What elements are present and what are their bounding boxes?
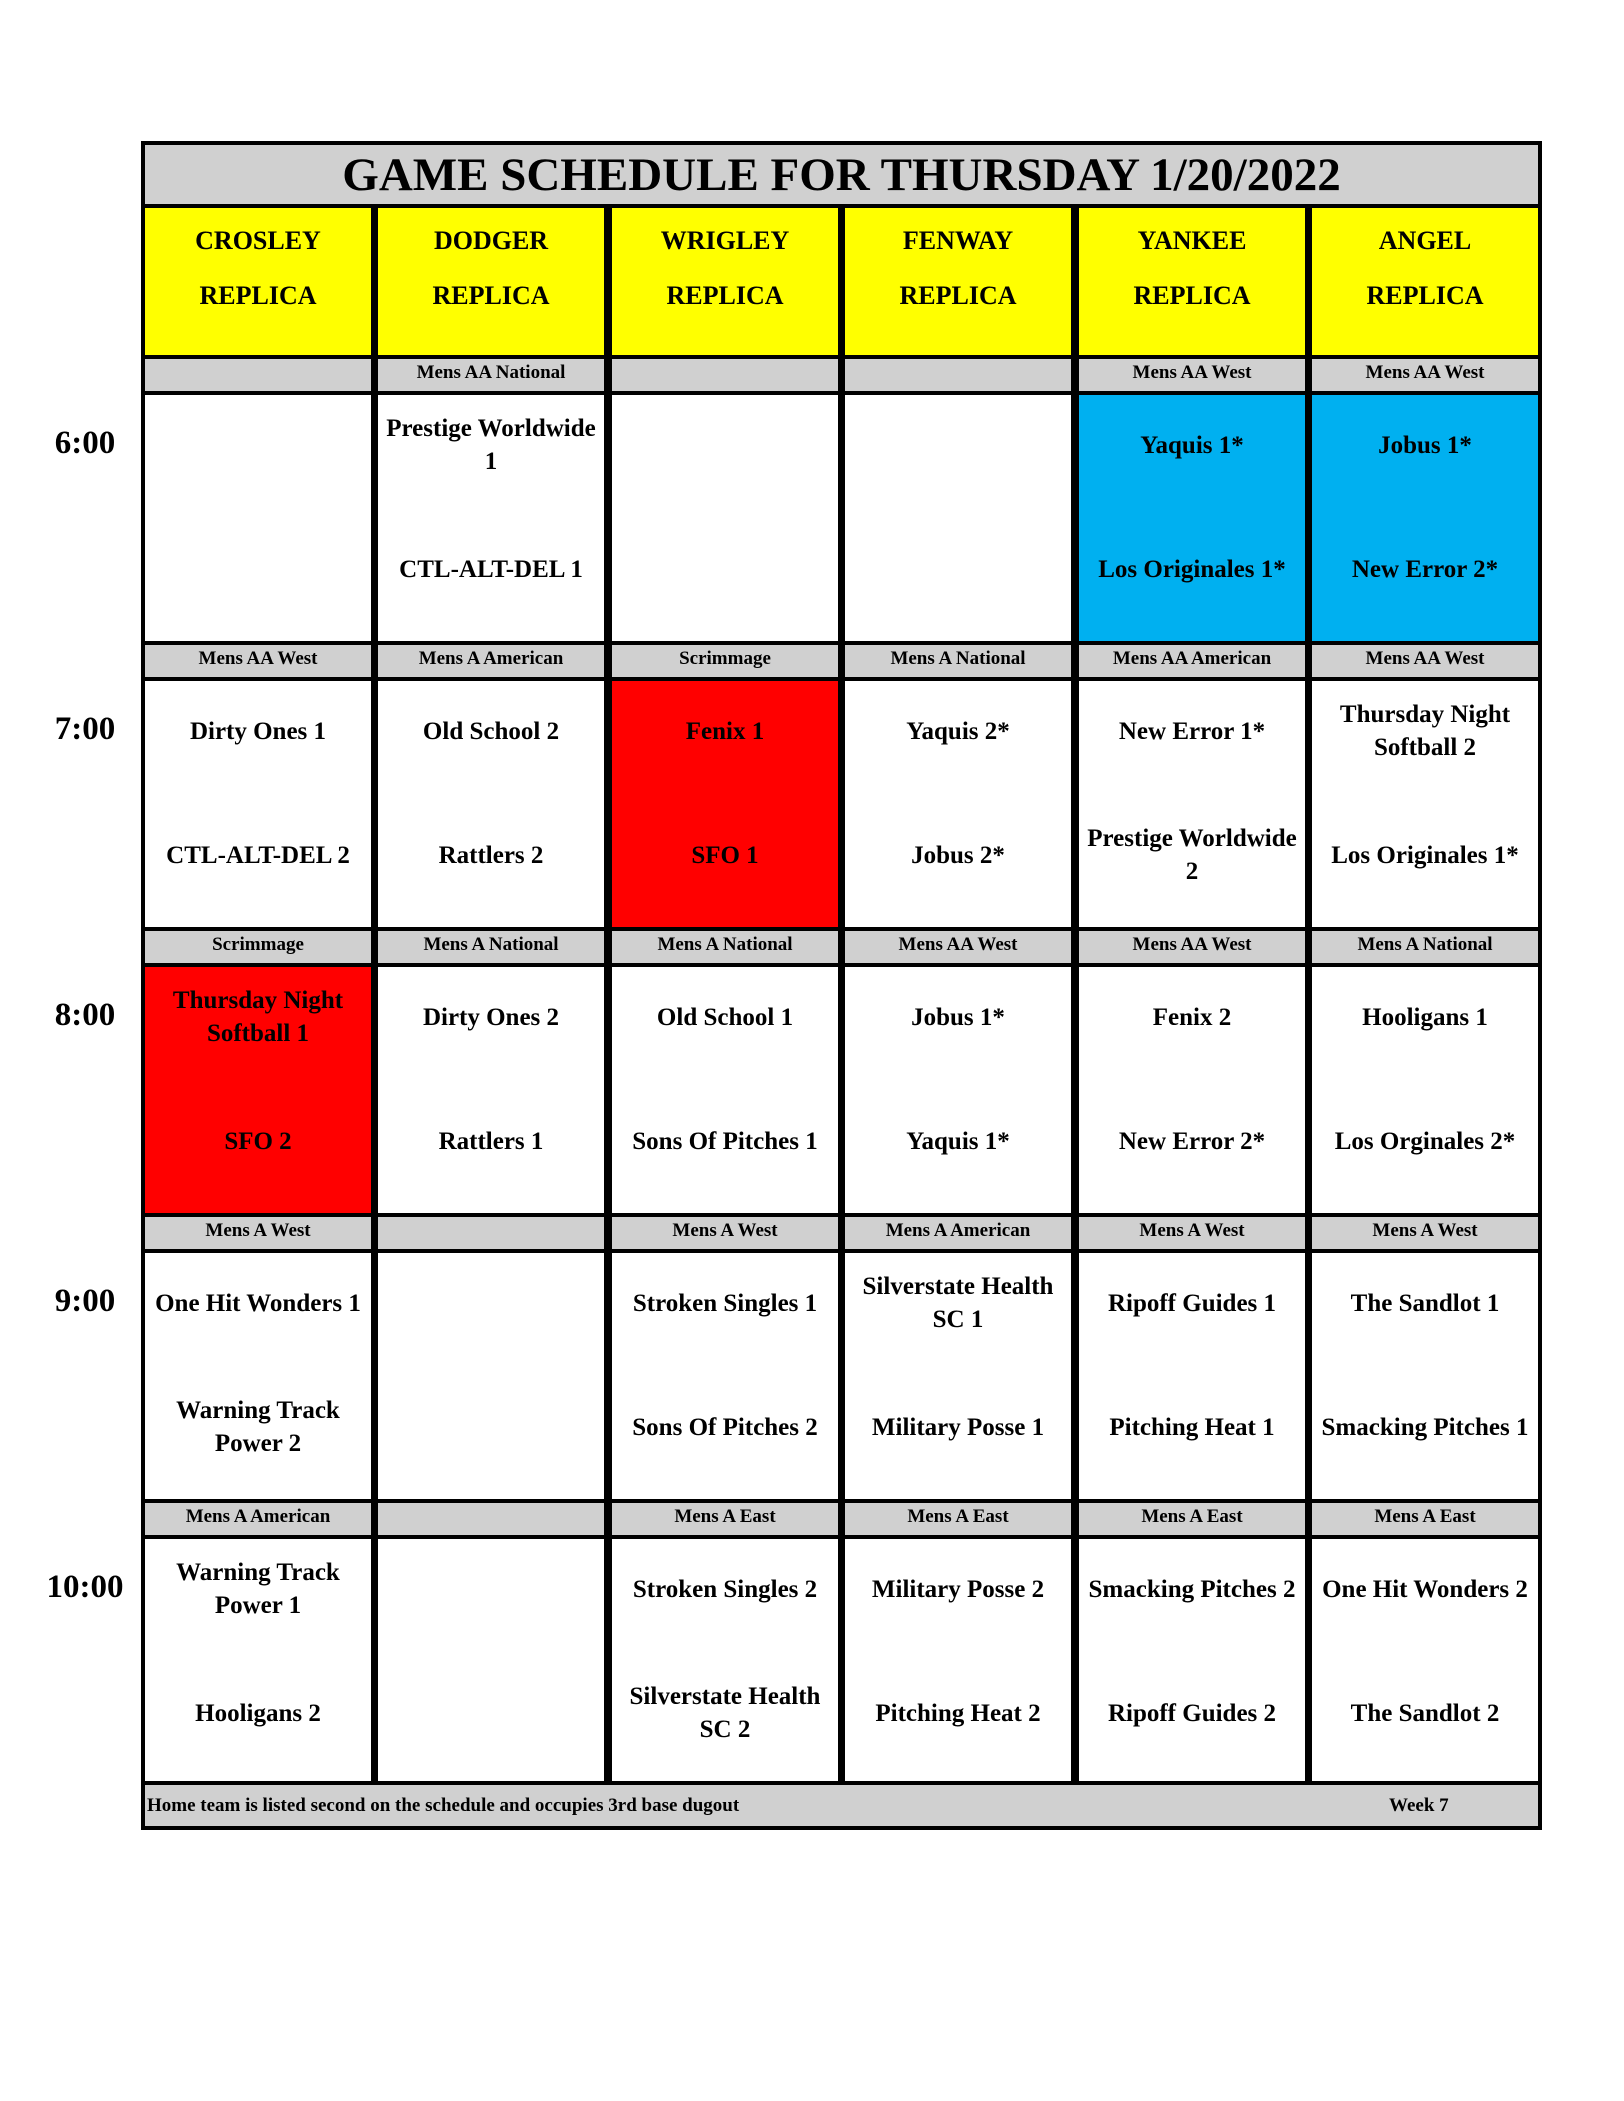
game-cell [608, 1249, 842, 1503]
away-team: Fenix 2 [1152, 1003, 1232, 1031]
time-label: 10:00 [46, 1569, 124, 1605]
away-team: Jobus 1* [1378, 431, 1472, 459]
home-team: Sons Of Pitches 1 [632, 1127, 818, 1155]
home-team: Los Orginales 2* [1334, 1127, 1516, 1155]
away-team: Stroken Singles 1 [632, 1289, 818, 1317]
home-team [847, 529, 1069, 609]
home-team: CTL-ALT-DEL 1 [399, 555, 583, 583]
league-label: Mens AA National [374, 355, 608, 395]
home-team: Los Originales 1* [1331, 841, 1519, 869]
home-team: Jobus 2* [911, 841, 1005, 869]
league-label: Mens A East [841, 1499, 1075, 1539]
field-sub: REPLICA [199, 281, 317, 310]
game-cell [1308, 1249, 1542, 1503]
league-label [608, 355, 842, 395]
league-label: Mens AA West [1075, 927, 1309, 967]
home-team: Warning Track Power 2 [176, 1397, 340, 1457]
home-team: Hooligans 2 [195, 1699, 321, 1727]
home-team [380, 1387, 602, 1467]
away-team: Military Posse 2 [871, 1575, 1045, 1603]
game-cell [141, 963, 375, 1217]
away-team: Thursday Night Softball 1 [172, 987, 344, 1047]
game-cell [374, 1249, 608, 1503]
game-cell [141, 677, 375, 931]
game-cell [141, 391, 375, 645]
schedule-table [141, 141, 1542, 1830]
field-sub: REPLICA [666, 281, 784, 310]
league-label: Mens A West [608, 1213, 842, 1253]
field-name: YANKEE [1137, 226, 1247, 255]
field-sub: REPLICA [1366, 281, 1484, 310]
league-label: Mens A West [1308, 1213, 1542, 1253]
time-label: 7:00 [54, 711, 116, 747]
field-name: WRIGLEY [660, 226, 790, 255]
game-cell [1075, 677, 1309, 931]
league-label [374, 1213, 608, 1253]
league-label: Mens AA West [1308, 641, 1542, 681]
home-team: New Error 2* [1118, 1127, 1266, 1155]
league-label: Mens AA West [141, 641, 375, 681]
game-cell [841, 677, 1075, 931]
away-team: One Hit Wonders 1 [155, 1289, 361, 1317]
game-cell [141, 1249, 375, 1503]
away-team: Ripoff Guides 1 [1107, 1289, 1277, 1317]
home-team: Pitching Heat 2 [875, 1699, 1041, 1727]
away-team: Dirty Ones 1 [189, 717, 327, 745]
league-label: Mens A American [374, 641, 608, 681]
away-team: Warning Track Power 1 [176, 1559, 340, 1619]
game-cell [841, 1249, 1075, 1503]
league-label [841, 355, 1075, 395]
league-label: Mens AA American [1075, 641, 1309, 681]
home-team: Prestige Worldwide 2 [1087, 825, 1297, 885]
away-team: Yaquis 2* [906, 717, 1010, 745]
field-header-angel [1308, 204, 1542, 359]
away-team: One Hit Wonders 2 [1322, 1575, 1528, 1603]
game-cell [374, 677, 608, 931]
field-header-dodger [374, 204, 608, 359]
away-team [847, 405, 1069, 485]
time-label: 8:00 [54, 997, 116, 1033]
league-label: Mens A American [141, 1499, 375, 1539]
field-name: FENWAY [902, 226, 1014, 255]
game-cell [374, 391, 608, 645]
home-team: Rattlers 2 [438, 841, 544, 869]
footer-note: Home team is listed second on the schedule and occupies 3rd base dugout [147, 1795, 740, 1816]
week-label: Week 7 [1389, 1795, 1449, 1816]
league-label: Mens AA West [1075, 355, 1309, 395]
league-label: Mens A National [841, 641, 1075, 681]
league-label: Mens A American [841, 1213, 1075, 1253]
away-team [380, 1549, 602, 1629]
league-label: Mens AA West [1308, 355, 1542, 395]
field-name: ANGEL [1378, 226, 1472, 255]
game-cell [1075, 1535, 1309, 1789]
league-label: Mens A East [1308, 1499, 1542, 1539]
league-label [141, 355, 375, 395]
game-cell [374, 963, 608, 1217]
home-team [614, 529, 836, 609]
league-label: Scrimmage [608, 641, 842, 681]
away-team: Old School 1 [656, 1003, 794, 1031]
home-team: Smacking Pitches 1 [1321, 1413, 1529, 1441]
away-team [147, 405, 369, 485]
field-header-crosley [141, 204, 375, 359]
home-team [380, 1673, 602, 1753]
away-team: Silverstate Health SC 1 [862, 1273, 1054, 1333]
home-team [147, 529, 369, 609]
league-label: Mens A West [1075, 1213, 1309, 1253]
away-team: The Sandlot 1 [1350, 1289, 1500, 1317]
field-name: CROSLEY [195, 226, 321, 255]
game-cell [841, 1535, 1075, 1789]
league-label: Mens A West [141, 1213, 375, 1253]
home-team: Silverstate Health SC 2 [629, 1683, 821, 1743]
game-cell [608, 677, 842, 931]
league-label: Mens AA West [841, 927, 1075, 967]
game-cell [374, 1535, 608, 1789]
home-team: SFO 1 [691, 841, 759, 869]
home-team: SFO 2 [224, 1127, 292, 1155]
home-team: Pitching Heat 1 [1109, 1413, 1275, 1441]
game-cell [1308, 1535, 1542, 1789]
game-cell [608, 963, 842, 1217]
game-cell [1075, 963, 1309, 1217]
time-label: 6:00 [54, 425, 116, 461]
league-label: Mens A National [374, 927, 608, 967]
game-cell [141, 1535, 375, 1789]
away-team: Fenix 1 [685, 717, 765, 745]
away-team: Old School 2 [422, 717, 560, 745]
footer-bar [141, 1781, 1542, 1830]
league-label: Mens A East [608, 1499, 842, 1539]
away-team: Prestige Worldwide 1 [386, 415, 596, 475]
home-team: Sons Of Pitches 2 [632, 1413, 818, 1441]
away-team [614, 405, 836, 485]
away-team: Smacking Pitches 2 [1088, 1575, 1296, 1603]
home-team: Los Originales 1* [1098, 555, 1286, 583]
league-label: Mens A East [1075, 1499, 1309, 1539]
field-header-yankee [1075, 204, 1309, 359]
home-team: The Sandlot 2 [1350, 1699, 1500, 1727]
game-cell [608, 1535, 842, 1789]
away-team: Dirty Ones 2 [422, 1003, 560, 1031]
home-team: CTL-ALT-DEL 2 [166, 841, 350, 869]
field-header-wrigley [608, 204, 842, 359]
game-cell [608, 391, 842, 645]
game-cell [841, 391, 1075, 645]
game-cell [841, 963, 1075, 1217]
time-label: 9:00 [54, 1283, 116, 1319]
home-team: Ripoff Guides 2 [1107, 1699, 1277, 1727]
home-team: Yaquis 1* [906, 1127, 1010, 1155]
home-team: Rattlers 1 [438, 1127, 544, 1155]
field-name: DODGER [433, 226, 549, 255]
away-team: Stroken Singles 2 [632, 1575, 818, 1603]
field-sub: REPLICA [432, 281, 550, 310]
league-label: Scrimmage [141, 927, 375, 967]
away-team: New Error 1* [1118, 717, 1266, 745]
home-team: New Error 2* [1351, 555, 1499, 583]
away-team: Jobus 1* [911, 1003, 1005, 1031]
home-team: Military Posse 1 [871, 1413, 1045, 1441]
away-team [380, 1263, 602, 1343]
league-label: Mens A National [608, 927, 842, 967]
league-label: Mens A National [1308, 927, 1542, 967]
game-cell [1308, 677, 1542, 931]
field-sub: REPLICA [1133, 281, 1251, 310]
away-team: Yaquis 1* [1140, 431, 1244, 459]
away-team: Thursday Night Softball 2 [1339, 701, 1511, 761]
game-cell [1308, 963, 1542, 1217]
field-header-fenway [841, 204, 1075, 359]
game-cell [1075, 391, 1309, 645]
field-sub: REPLICA [899, 281, 1017, 310]
page-title: GAME SCHEDULE FOR THURSDAY 1/20/2022 [141, 141, 1542, 208]
game-cell [1075, 1249, 1309, 1503]
game-cell [1308, 391, 1542, 645]
league-label [374, 1499, 608, 1539]
away-team: Hooligans 1 [1362, 1003, 1488, 1031]
